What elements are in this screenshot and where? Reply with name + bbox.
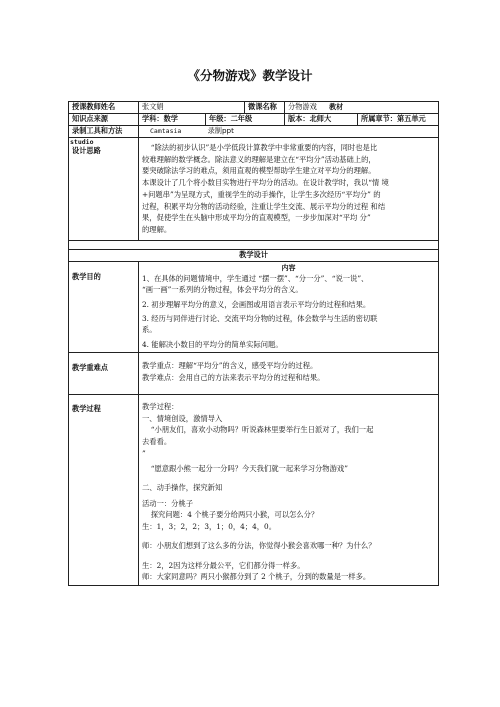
goal-line: 2. 初步理解平均分的意义，会画图或用语言表示平均分的过程和结果。: [142, 300, 371, 310]
process-content: [139, 394, 439, 585]
design-line: 本课设计了几个将小数目实物进行平均分的活动。在设计教学时，我以“情 境: [142, 178, 389, 188]
design-line: 的理解。: [142, 224, 172, 234]
chapter-cell: 所属章节：第五单元: [358, 114, 439, 126]
section-heading: 教学设计: [69, 249, 439, 261]
design-line: +问题串”为呈现方式，重视学生的动手操作，让学生多次经历“平均分” 的: [142, 189, 381, 199]
process-line: “愿意跟小熊一起分一分吗？今天我们就一起来学习分物游戏”: [150, 464, 348, 474]
content-heading: 内容: [281, 263, 296, 272]
goals-label: 教学目的: [69, 261, 139, 352]
design-label: 设计思路: [69, 138, 139, 241]
tools-row: [69, 126, 439, 138]
process-line: “小朋友们，喜欢小动物吗？听说森林里要举行生日派对了，我们一起: [150, 425, 374, 435]
goal-line: 4. 能解决小数目的平均分的简单实际问题。: [142, 340, 283, 350]
design-content: [139, 138, 439, 241]
design-row: [69, 138, 439, 241]
subject-cell: 学科：数学: [139, 114, 206, 126]
process-line: 生：2，2因为这样分最公平，它们都分得一样多。: [142, 560, 305, 570]
section-heading-row: [69, 249, 439, 261]
goal-line: 3. 经历与同伴进行讨论、交流平均分物的过程，体会数学与生活的密切联: [142, 313, 378, 323]
tools-value-cell: [139, 126, 439, 138]
course-cell: [285, 102, 439, 114]
tools-method: 录制ppt: [207, 126, 234, 135]
keypoints-label: 教学重难点: [69, 352, 139, 394]
tools-label-cell: [69, 126, 139, 146]
process-line: 活动一：分桃子: [142, 498, 194, 508]
course-name: 分物游戏: [288, 102, 317, 111]
goal-line: “画一画”一系列的分物过程，体会平均分的含义。: [142, 285, 303, 295]
teacher-label: 授课教师姓名: [69, 102, 139, 114]
process-line: 去看看。: [142, 436, 172, 446]
process-line: 一、情境创设，激情导入: [142, 413, 223, 423]
document-title: 《分物游戏》教学设计: [187, 68, 313, 83]
process-line: 探究问题：4 个桃子要分给两只小猴，可以怎么分？: [150, 510, 319, 520]
process-line: 生：1，3；2，2；3，1；0，4；4，0。: [142, 522, 276, 532]
edition-cell: 版本：北师大: [285, 114, 358, 126]
keypoints-content: [139, 352, 439, 394]
design-line: 果，促使学生在头脑中形成平均分的直观模型，一步步加深对“平均 分”: [142, 213, 371, 223]
spacer-cell: [69, 240, 439, 249]
goal-line: 1、在具体的问题情境中，学生通过 “摆一摆”、“分一分”、“说一说”、: [142, 273, 369, 283]
tools-software: Camtasia: [150, 127, 182, 135]
teacher-name: 张文娟: [139, 102, 245, 114]
process-line: 二、动手操作，探究新知: [142, 483, 223, 493]
design-line: “除法的初步认识”是小学低段计算教学中非常重要的内容，同时也是比: [150, 143, 378, 152]
goal-line: 系。: [142, 325, 157, 335]
process-line: 师：小朋友们想到了这么多的分法，你觉得小猴会喜欢哪一种？为什么？: [142, 540, 376, 550]
design-line: 过程，积累平均分物的活动经验，注重让学生交流、展示平均分的过程 和结: [142, 201, 386, 211]
goals-content: [139, 261, 439, 352]
process-line: 师：大家同意吗？两只小猴都分到了 2 个桃子，分到的数量是一样多。: [142, 572, 371, 582]
goals-row: [69, 261, 439, 352]
course-label: 微课名称: [245, 102, 285, 114]
keypoints-row: [69, 352, 439, 394]
lesson-plan-table: [68, 101, 439, 586]
teacher-row: [69, 102, 439, 114]
spacer-row: [69, 240, 439, 249]
grade-cell: 年级：二年级: [206, 114, 285, 126]
tools-overflow: studio: [70, 138, 94, 146]
process-line: ”: [142, 448, 146, 458]
tools-label: 录制工具和方法: [72, 126, 123, 135]
knowledge-label: 知识点来源: [69, 114, 139, 126]
design-line: 较难理解的数学概念。除法意义的理解是建立在“平均分”活动基础上的，: [142, 154, 376, 164]
design-line: 要突破除法学习的难点，须用直观的模型帮助学生建立对平均分的理解。: [142, 166, 376, 176]
process-row: [69, 394, 439, 585]
material-label: 教材: [329, 103, 344, 111]
process-label: 教学过程: [69, 394, 139, 585]
knowledge-row: [69, 114, 439, 126]
keypoint-line: 教学重点：理解“平均分”的含义，感受平均分的过程。: [142, 360, 318, 370]
process-line: 教学过程：: [142, 401, 179, 411]
keypoint-line: 教学难点：会用自己的方法来表示平均分的过程和结果。: [142, 372, 325, 382]
